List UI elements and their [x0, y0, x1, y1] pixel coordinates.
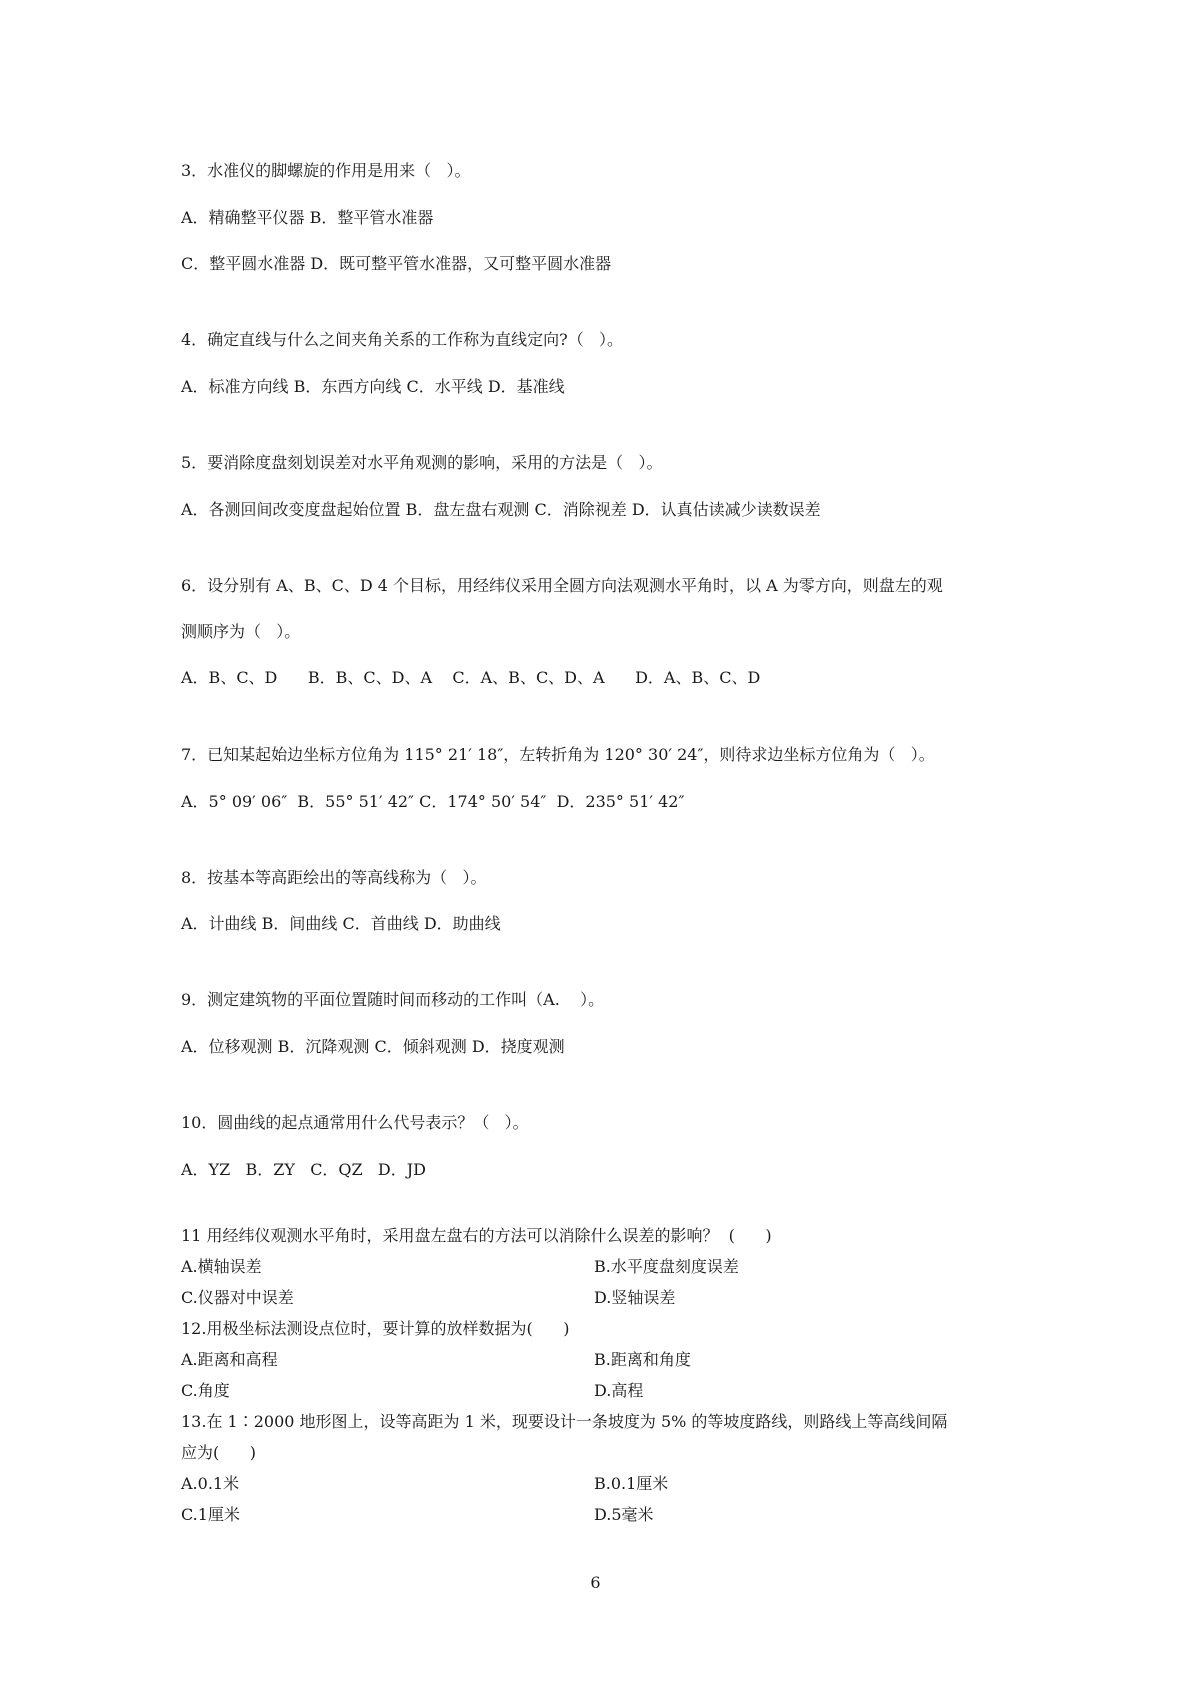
question-12-option-a: A.距离和高程 [181, 1350, 278, 1369]
question-13-option-b: B.0.1厘米 [594, 1474, 669, 1493]
question-11-option-c: C.仪器对中误差 [181, 1288, 294, 1307]
question-13-option-c: C.1厘米 [181, 1505, 240, 1524]
question-5-options: A．各测回间改变度盘起始位置 B．盘左盘右观测 C．消除视差 D．认真估读减少读数误差 [181, 500, 821, 519]
question-13-option-a: A.0.1米 [181, 1474, 240, 1493]
question-13-stem-continued: 应为( ) [181, 1443, 257, 1462]
question-4-options: A．标准方向线 B．东西方向线 C．水平线 D．基准线 [181, 377, 565, 396]
question-11-option-b: B.水平度盘刻度误差 [594, 1257, 739, 1276]
question-5-stem: 5．要消除度盘刻划误差对水平角观测的影响，采用的方法是（ ）。 [181, 453, 663, 472]
question-11-option-d: D.竖轴误差 [594, 1288, 676, 1307]
question-7-stem: 7．已知某起始边坐标方位角为 115° 21′ 18″，左转折角为 120° 30′ 24″，则待求边坐标方位角为（ ）。 [181, 745, 935, 764]
question-6-options: A．B、C、D B．B、C、D、A C．A、B、C、D、A D．A、B、C、D [181, 668, 761, 687]
question-10-stem: 10．圆曲线的起点通常用什么代号表示？（ ）。 [181, 1113, 529, 1132]
question-3-options-line-1: A．精确整平仪器 B．整平管水准器 [181, 208, 434, 227]
question-13-option-d: D.5毫米 [594, 1505, 654, 1524]
question-10-options: A．YZ B．ZY C．QZ D．JD [181, 1160, 426, 1179]
question-11-option-a: A.横轴误差 [181, 1257, 262, 1276]
question-7-options: A．5° 09′ 06″ B．55° 51′ 42″ C．174° 50′ 54″ D．235° 51′ 42″ [181, 792, 685, 811]
question-11-stem: 11 用经纬仪观测水平角时，采用盘左盘右的方法可以消除什么误差的影响？ ( ) [181, 1226, 772, 1245]
question-13-stem: 13.在 1∶2000 地形图上，设等高距为 1 米，现要设计一条坡度为 5% 的等坡度路线，则路线上等高线间隔 [181, 1412, 948, 1431]
question-12-option-b: B.距离和角度 [594, 1350, 691, 1369]
question-12-option-c: C.角度 [181, 1381, 230, 1400]
question-6-stem: 6．设分别有 A、B、C、D 4 个目标，用经纬仪采用全圆方向法观测水平角时，以 A 为零方向，则盘左的观 [181, 576, 943, 595]
question-12-stem: 12.用极坐标法测设点位时，要计算的放样数据为( ) [181, 1319, 570, 1338]
question-8-stem: 8．按基本等高距绘出的等高线称为（ ）。 [181, 868, 487, 887]
question-6-stem-continued: 测顺序为（ ）。 [181, 622, 301, 641]
question-3-options-line-2: C．整平圆水准器 D．既可整平管水准器，又可整平圆水准器 [181, 254, 612, 273]
question-9-options: A．位移观测 B．沉降观测 C．倾斜观测 D．挠度观测 [181, 1037, 565, 1056]
question-4-stem: 4．确定直线与什么之间夹角关系的工作称为直线定向?（ ）。 [181, 330, 624, 349]
page-number: 6 [590, 1573, 601, 1592]
question-9-stem: 9．测定建筑物的平面位置随时间而移动的工作叫（A. ）。 [181, 990, 605, 1009]
question-3-stem: 3．水准仪的脚螺旋的作用是用来（ ）。 [181, 161, 471, 180]
question-12-option-d: D.高程 [594, 1381, 644, 1400]
question-8-options: A．计曲线 B．间曲线 C．首曲线 D．助曲线 [181, 914, 501, 933]
